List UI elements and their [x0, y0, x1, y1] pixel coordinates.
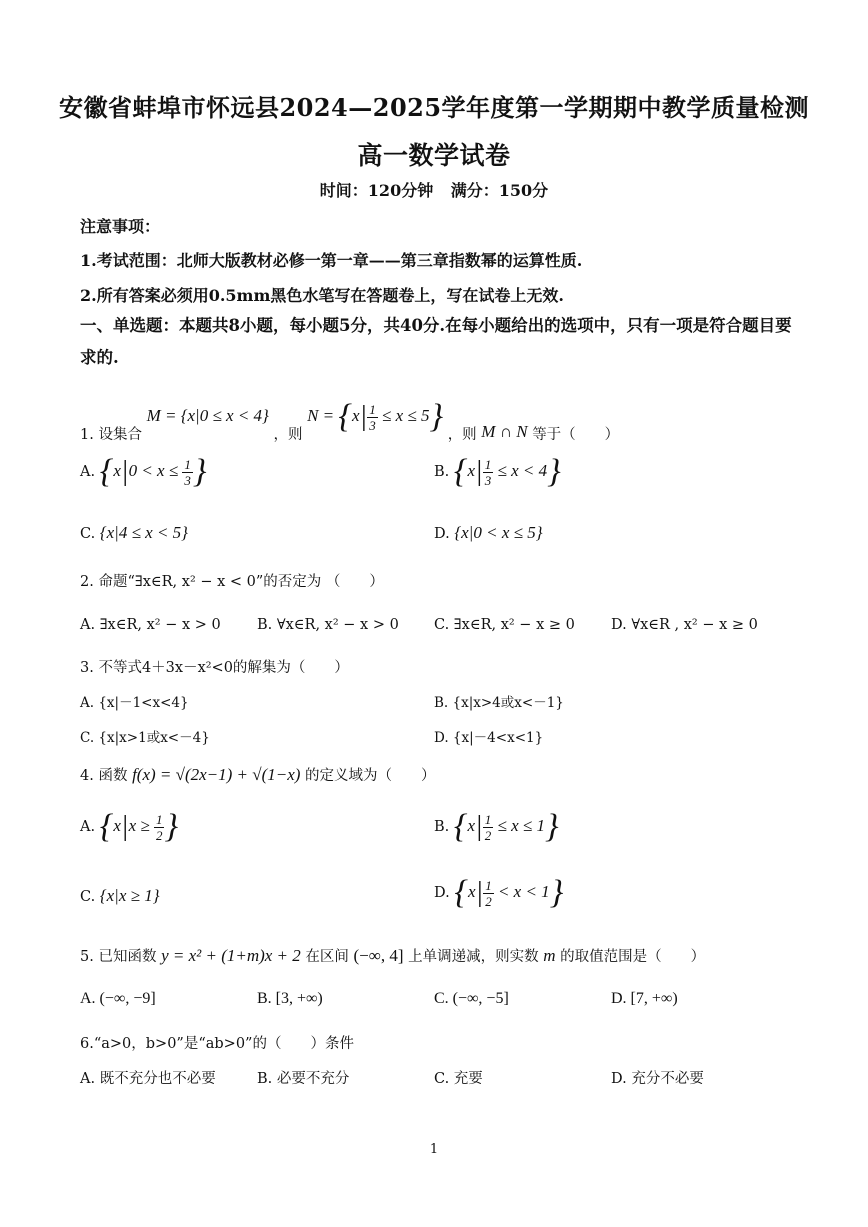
question-6: 6.“a>0，b>0”是“ab>0”的（ ）条件	[80, 1036, 354, 1052]
exam-subtitle: 高一数学试卷	[357, 141, 511, 170]
q1-intersection: M ∩ N	[481, 421, 528, 441]
q5-prefix: 5. 已知函数	[80, 949, 157, 965]
q5-suffix: 上单调递减，则实数	[408, 949, 539, 965]
page-number: 1	[429, 1142, 439, 1157]
q3-option-b: B. {x|x>4或x<－1}	[434, 695, 564, 711]
q4-prefix: 4. 函数	[80, 768, 128, 784]
q4-suffix: 的定义域为（ ）	[305, 768, 436, 784]
q5-option-b: B. [3, +∞)	[257, 990, 323, 1007]
q1-ask: 等于（ ）	[532, 426, 620, 443]
question-5	[80, 945, 705, 966]
exam-score: 满分：150分	[450, 181, 549, 200]
notes-item-2: 2.所有答案必须用0.5mm黑色水笔写在答题卷上，写在试卷上无效.	[80, 286, 564, 305]
exam-time: 时间：120分钟	[319, 181, 434, 200]
q5-mid: 在区间	[305, 949, 349, 965]
q6-option-b: B. 必要不充分	[257, 1071, 350, 1087]
q5-option-d: D. [7, +∞)	[611, 990, 678, 1007]
q3-option-a: A. {x|－1<x<4}	[80, 695, 189, 711]
q1-option-c-math: {x|4 ≤ x < 5}	[99, 523, 188, 542]
q4-option-c-math: {x|x ≥ 1}	[99, 886, 160, 905]
q1-set-n: N = {x| $\frac{1}{3}$ ≤ x ≤ 5}	[307, 398, 444, 435]
q4-option-c: C. {x|x ≥ 1}	[80, 886, 160, 905]
q5-option-a: A. (−∞, −9]	[80, 990, 156, 1007]
question-1	[80, 395, 620, 443]
q4-option-d: D. {x| $\frac{1}{2}$ < x < 1}	[434, 874, 564, 911]
q1-suffix: ，则	[447, 426, 477, 443]
notes-heading: 注意事项：	[80, 217, 161, 236]
q2-option-c: C. ∃x∈R, x² − x ≥ 0	[434, 617, 575, 633]
q5-suffix2: 的取值范围是（ ）	[560, 949, 706, 965]
q4-option-b-math: {x| $\frac{1}{2}$ ≤ x ≤ 1}	[453, 808, 559, 845]
question-2: 2. 命题“∃x∈R, x² − x < 0”的否定为 （ ）	[80, 574, 384, 590]
q5-interval: (−∞, 4]	[353, 946, 404, 965]
q6-option-d: D. 充分不必要	[611, 1071, 704, 1087]
q1-mid: ，则	[273, 426, 303, 443]
q3-option-d: D. {x|－4<x<1}	[434, 730, 544, 746]
notes-item-1: 1.考试范围：北师大版教材必修一第一章——第三章指数幂的运算性质.	[80, 251, 583, 270]
q4-option-d-math: {x| $\frac{1}{2}$ < x < 1}	[454, 874, 564, 911]
q1-prefix: 1. 设集合	[80, 426, 142, 443]
exam-title: 安徽省蚌埠市怀远县2024—2025学年度第一学期期中教学质量检测	[58, 93, 810, 122]
q1-option-d-math: {x|0 < x ≤ 5}	[454, 523, 543, 542]
question-3: 3. 不等式4＋3x－x²<0的解集为（ ）	[80, 660, 349, 676]
q2-option-d: D. ∀x∈R , x² − x ≥ 0	[611, 617, 758, 633]
section-1-heading: 一、单选题：本题共8小题，每小题5分，共40分.在每小题给出的选项中，只有一项是符合题目要求的.	[80, 316, 792, 367]
q4-option-a-math: {x|x ≥ $\frac{1}{2}$ }	[99, 808, 179, 845]
q6-option-c: C. 充要	[434, 1071, 483, 1087]
exam-meta	[0, 178, 868, 201]
q1-option-d: D. {x|0 < x ≤ 5}	[434, 523, 543, 542]
q1-option-c: C. {x|4 ≤ x < 5}	[80, 523, 188, 542]
q1-option-b: B. {x| $\frac{1}{3}$ ≤ x < 4}	[434, 453, 561, 490]
question-4	[80, 764, 436, 785]
q5-variable: m	[543, 946, 556, 965]
q2-option-a: A. ∃x∈R, x² − x > 0	[80, 617, 221, 633]
q2-option-b: B. ∀x∈R, x² − x > 0	[257, 617, 399, 633]
q5-function: y = x² + (1+m)x + 2	[161, 946, 301, 965]
q6-option-a: A. 既不充分也不必要	[80, 1071, 216, 1087]
q3-option-c: C. {x|x>1或x<－4}	[80, 730, 210, 746]
q1-set-m: M = {x|0 ≤ x < 4}	[146, 405, 269, 425]
q4-option-b: B. {x| $\frac{1}{2}$ ≤ x ≤ 1}	[434, 808, 559, 845]
q1-option-a: A. {x|0 < x ≤ $\frac{1}{3}$ }	[80, 453, 207, 490]
q1-option-b-math: {x| $\frac{1}{3}$ ≤ x < 4}	[453, 453, 561, 490]
q4-function: f(x) = √(2x−1) + √(1−x)	[132, 765, 301, 784]
q5-option-c: C. (−∞, −5]	[434, 990, 509, 1007]
q4-option-a: A. {x|x ≥ $\frac{1}{2}$ }	[80, 808, 179, 845]
q1-option-a-math: {x|0 < x ≤ $\frac{1}{3}$ }	[99, 453, 207, 490]
